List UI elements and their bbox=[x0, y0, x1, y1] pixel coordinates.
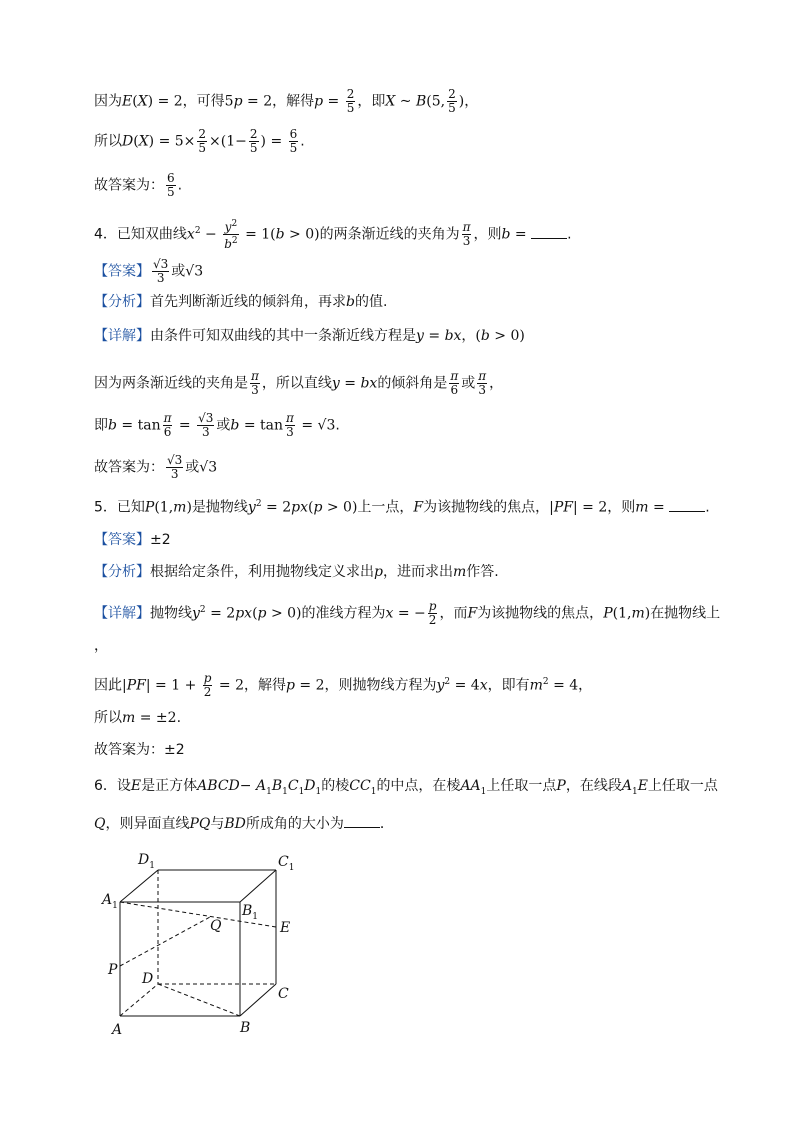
edge-b1-c1 bbox=[240, 870, 276, 902]
label-p: P bbox=[108, 962, 118, 978]
prev-line-2: 所以D(X) = 5× $\frac{2}{5}$ ×(1− $\frac{2}{5}$ ) = $\frac{6}{5}$ . bbox=[94, 127, 305, 155]
answer-blank bbox=[344, 815, 380, 828]
q6-stem-2: Q，则异面直线PQ与BD所成角的大小为 ． bbox=[94, 816, 394, 832]
prev-line-1: 因为E(X) = 2，可得5p = 2，解得p = $\frac{2}{5}$ ，即X ~ B(5, $\frac{2}{5}$ )， bbox=[94, 87, 479, 115]
q4-answer: 【答案】 $\frac{√3}{3}$ 或√3 bbox=[94, 257, 204, 285]
label-a1: $A_1$ bbox=[102, 892, 118, 911]
q4-stem: 4．已知双曲线$x^2$ − $\frac{y^2}{b^2}$ = 1(b > 0)的两条渐近线的夹角为 $\frac{\pi}{3}$ ，则b = . bbox=[94, 219, 572, 251]
edge-a-d bbox=[120, 984, 158, 1016]
cube-figure bbox=[100, 846, 310, 1041]
label-c: C bbox=[278, 986, 289, 1002]
label-c1: $C_1$ bbox=[278, 854, 295, 873]
label-d1: $D_1$ bbox=[138, 852, 155, 871]
label-b: B bbox=[240, 1020, 251, 1036]
label-d: D bbox=[142, 971, 154, 987]
q4-detail: 【详解】由条件可知双曲线的其中一条渐近线方程是y = bx，(b > 0) bbox=[94, 328, 525, 344]
edge-b-d bbox=[158, 984, 240, 1016]
q5-final: 故答案为：±2 bbox=[94, 742, 185, 758]
q5-detail-comma: ， bbox=[94, 638, 108, 654]
q4-detail-2: 因为两条渐近线的夹角是 $\frac{\pi}{3}$ ，所以直线y = bx的倾斜角是 $\frac{\pi}{6}$ 或 $\frac{\pi}{3}$ ， bbox=[94, 369, 504, 397]
label-q: Q bbox=[210, 918, 222, 934]
edge-b-c bbox=[240, 984, 276, 1016]
label-b1: $B_1$ bbox=[242, 903, 259, 922]
q5-stem: 5．已知P(1,m)是抛物线$y^2 = 2px(p > 0)$上一点，F为该抛物线的焦点，|PF| = 2，则m = . bbox=[94, 499, 710, 516]
q4-analysis: 【分析】首先判断渐近线的倾斜角，再求b的值. bbox=[94, 294, 388, 310]
q6-stem: 6．设E是正方体ABCD− $A_1B_1C_1D_1$的棱$CC_1$的中点，在棱$AA_1$上任取一点P，在线段$A_1E$上任取一点 bbox=[94, 778, 718, 797]
answer-blank bbox=[669, 499, 705, 512]
q5-detail-2: 因此|PF| = 1 + $\frac{p}{2}$ = 2，解得p = 2，则抛物线方程为$y^2 = 4x$，即有$m^2 = 4$， bbox=[94, 671, 593, 700]
q5-answer: 【答案】±2 bbox=[94, 532, 171, 548]
segment-p-q bbox=[120, 917, 210, 966]
edge-a1-d1 bbox=[120, 870, 158, 902]
q5-detail: 【详解】抛物线$y^2 = 2px(p > 0)$的准线方程为x = − $\frac{p}{2}$ ，而F为该抛物线的焦点，P(1,m)在抛物线上 bbox=[94, 599, 721, 628]
q4-detail-3: 即b = tan $\frac{\pi}{6}$ = $\frac{√3}{3}$ 或b = tan $\frac{\pi}{3}$ = √3. bbox=[94, 411, 340, 439]
q4-final: 故答案为： $\frac{√3}{3}$ 或√3 bbox=[94, 453, 218, 481]
prev-answer: 故答案为： $\frac{6}{5}$ . bbox=[94, 171, 183, 199]
label-e: E bbox=[280, 920, 291, 936]
answer-blank bbox=[531, 226, 567, 239]
label-a: A bbox=[112, 1022, 123, 1038]
q5-detail-3: 所以m = ±2. bbox=[94, 710, 182, 726]
q5-analysis: 【分析】根据给定条件，利用抛物线定义求出p，进而求出m作答. bbox=[94, 564, 499, 580]
